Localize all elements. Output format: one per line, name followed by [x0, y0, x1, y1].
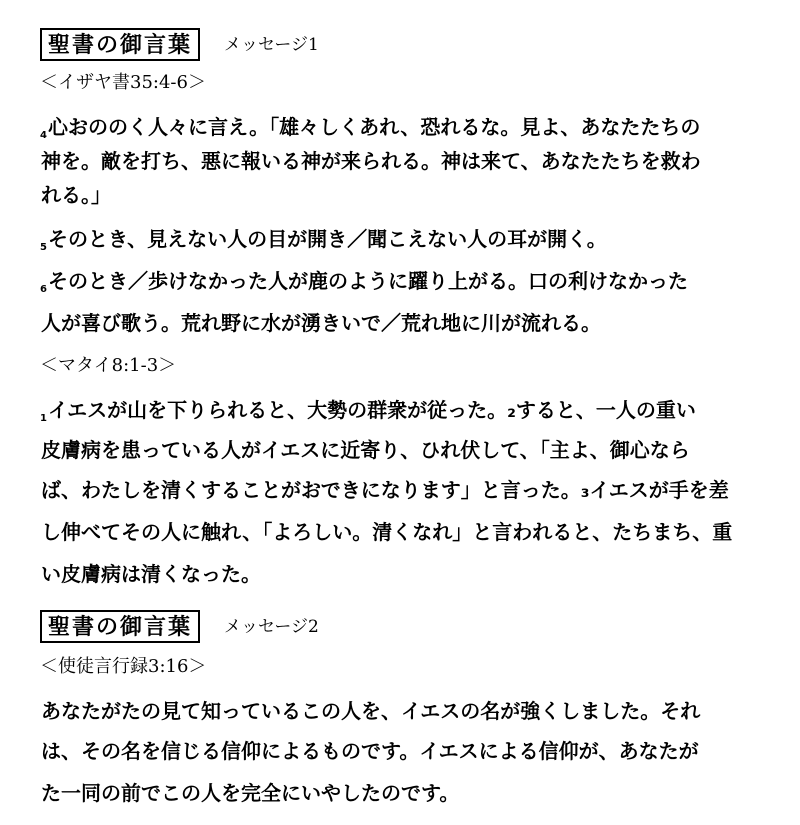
section1-message-label: メッセージ1: [224, 34, 319, 55]
verse-line: $_5$そのとき、見えない人の目が開き／聞こえない人の耳が開く。: [40, 227, 607, 253]
verse-line: $_1$イエスが山を下りられると、大勢の群衆が従った。₂すると、一人の重い: [40, 398, 696, 424]
passage-reference-acts: ＜使徒言行録3:16＞: [40, 656, 207, 677]
verse-line: れる。」: [41, 183, 111, 207]
verse-line: $_4$心おののく人々に言え。「雄々しくあれ、恐れるな。見よ、あなたたちの: [40, 115, 701, 141]
section2-heading: [40, 610, 319, 643]
section1-heading: [40, 28, 319, 61]
verse-line: し伸べてその人に触れ、「よろしい。清くなれ」と言われると、たちまち、重: [41, 520, 733, 544]
section2-message-label: メッセージ2: [224, 616, 319, 637]
passage-reference-matthew: ＜マタイ8:1-3＞: [40, 355, 177, 376]
verse-line: 皮膚病を患っている人がイエスに近寄り、ひれ伏して、「主よ、御心なら: [41, 438, 690, 462]
verse-line: ば、わたしを清くすることがおできになります」と言った。₃イエスが手を差: [41, 478, 729, 502]
verse-line: は、その名を信じる信仰によるものです。イエスによる信仰が、あなたが: [41, 739, 699, 763]
verse-line: $_6$そのとき／歩けなかった人が鹿のように躍り上がる。口の利けなかった: [40, 269, 688, 295]
passage-reference-isaiah: ＜イザヤ書35:4-6＞: [40, 72, 206, 93]
verse-line: あなたがたの見て知っているこの人を、イエスの名が強くしました。それ: [41, 699, 701, 723]
verse-line: た一同の前でこの人を完全にいやしたのです。: [41, 781, 460, 805]
verse-line: 人が喜び歌う。荒れ野に水が湧きいで／荒れ地に川が流れる。: [41, 311, 601, 335]
section2-title-box: 聖書の御言葉: [40, 610, 200, 643]
section1-title-box: 聖書の御言葉: [40, 28, 200, 61]
verse-line: 神を。敵を打ち、悪に報いる神が来られる。神は来て、あなたたちを救わ: [41, 149, 701, 173]
verse-line: い皮膚病は清くなった。: [41, 562, 261, 586]
